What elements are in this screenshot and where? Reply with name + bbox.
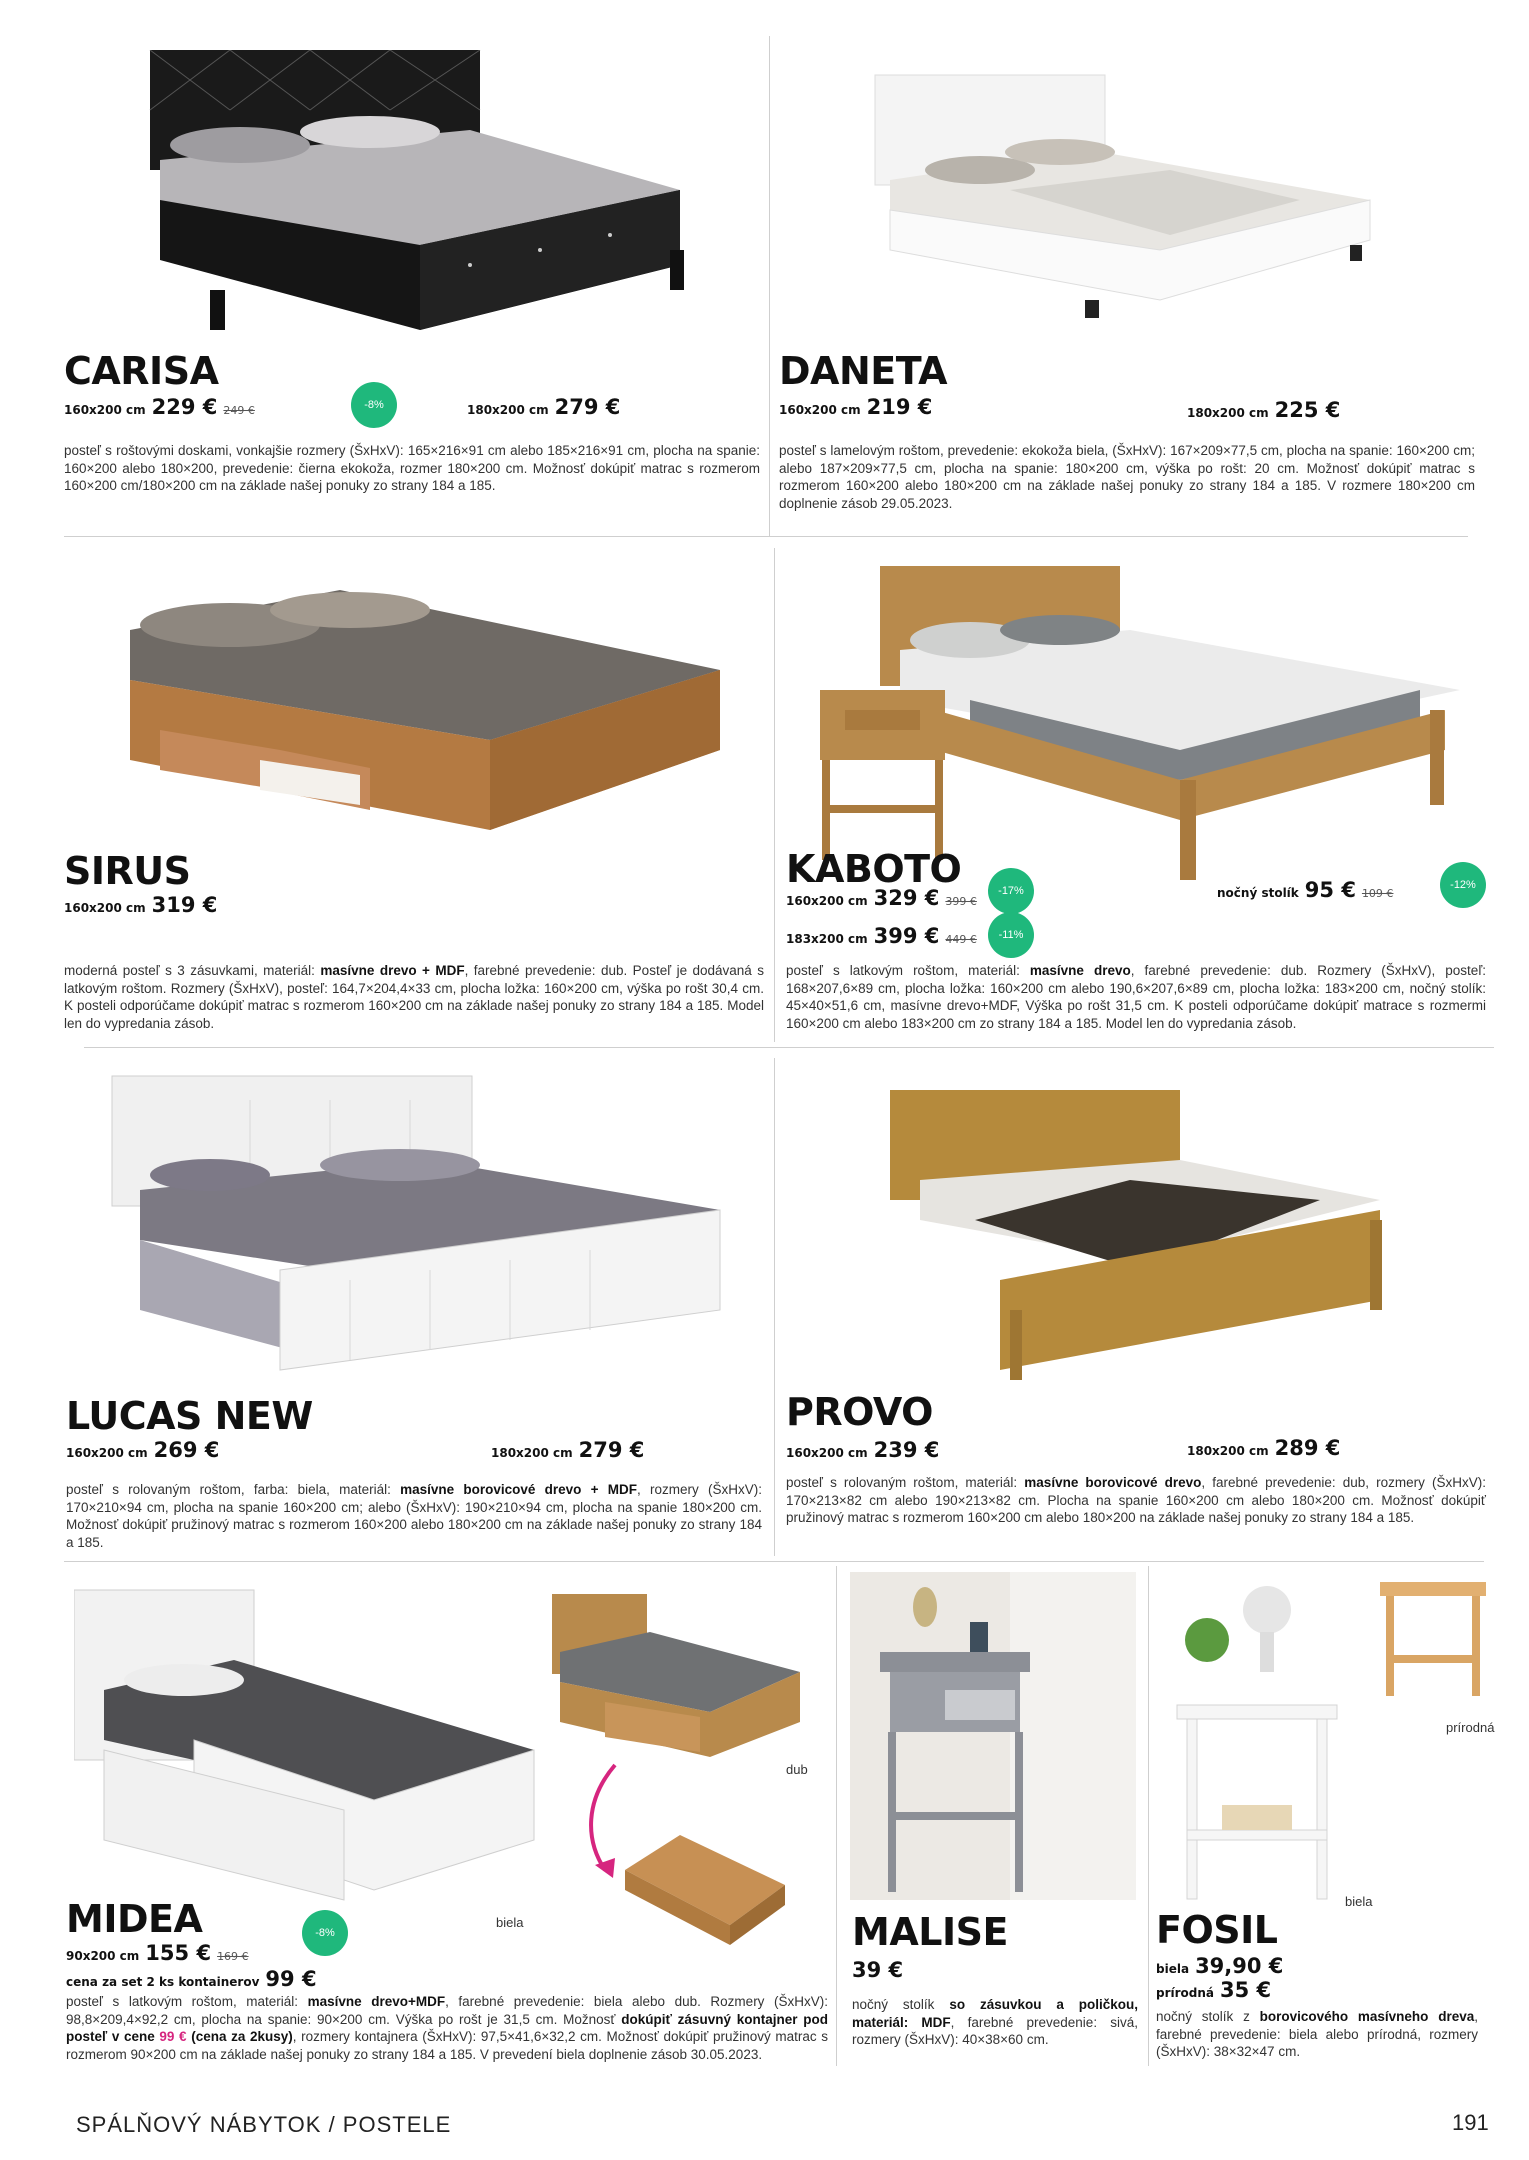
divider	[774, 548, 775, 1042]
lucas-new-price-160: 160x200 cm 269 €	[66, 1438, 220, 1462]
fosil-white-label: biela	[1345, 1894, 1373, 1909]
kaboto-nightstand-discount-badge: -12%	[1440, 862, 1486, 908]
divider	[774, 1058, 775, 1556]
divider	[64, 1561, 1484, 1562]
kaboto-title: KABOTO	[786, 847, 962, 891]
kaboto-nightstand-price: nočný stolík 95 € 109 €	[1217, 878, 1394, 902]
divider	[836, 1566, 837, 2066]
midea-title: MIDEA	[66, 1897, 203, 1941]
midea-oak-bed-image	[550, 1592, 810, 1762]
carisa-bed-image	[140, 50, 700, 340]
midea-oak-label: dub	[786, 1762, 808, 1777]
daneta-bed-image	[870, 70, 1390, 350]
provo-price-180: 180x200 cm 289 €	[1187, 1436, 1341, 1460]
daneta-price-180: 180x200 cm 225 €	[1187, 398, 1341, 422]
fosil-description: nočný stolík z borovicového masívneho dreva, farebné prevedenie: biela alebo prírodná, rozmery (ŠxHxV): 38×32×47 cm.	[1156, 2009, 1478, 2059]
midea-white-bed-image	[74, 1580, 544, 1910]
carisa-price-180: 180x200 cm 279 €	[467, 395, 621, 419]
daneta-title: DANETA	[779, 349, 948, 393]
lucas-new-description: posteľ s rolovaným roštom, farba: biela, materiál: masívne borovicové drevo + MDF, rozmery (ŠxHxV): 170×210×94 cm, plocha na spanie 160×200 cm; alebo (ŠxHxV): 190×210×94 cm, plocha na spanie 180×200 cm. Možnosť dokúpiť pružinový matrac s rozmerom 160×200 alebo 180×200 cm na základe našej ponuky zo strany 184 a 185.	[66, 1482, 762, 1550]
kaboto-bed-image	[800, 560, 1470, 880]
kaboto-price-160: 160x200 cm 329 € 399 €	[786, 886, 977, 910]
sirus-price-160: 160x200 cm 319 €	[64, 893, 218, 917]
sirus-description: moderná posteľ s 3 zásuvkami, materiál: masívne drevo + MDF, farebné prevedenie: dub. Posteľ je dodávaná s latkovým roštom. Rozmery (ŠxHxV), posteľ: 164,7×204,4×33 cm, plocha ložka: 160×200 cm, výška po rošt 30,4 cm. K posteli odporúčame dokúpiť matrac s rozmerom 160×200 cm na základe našej ponuky zo strany 184 a 185. Model len do vypredania zásob.	[64, 963, 764, 1031]
provo-price-160: 160x200 cm 239 €	[786, 1438, 940, 1462]
lucas-new-bed-image	[100, 1070, 740, 1390]
midea-price-90: 90x200 cm 155 € 169 €	[66, 1941, 249, 1965]
kaboto-price-183: 183x200 cm 399 € 449 €	[786, 924, 977, 948]
carisa-discount-badge: -8%	[351, 382, 397, 428]
malise-price: 39 €	[852, 1958, 904, 1982]
midea-drawer-image	[620, 1830, 790, 1950]
carisa-title: CARISA	[64, 349, 219, 393]
fosil-natural-nightstand-image	[1378, 1580, 1488, 1700]
provo-bed-image	[880, 1080, 1400, 1390]
kaboto-discount-badge-183: -11%	[988, 912, 1034, 958]
sirus-bed-image	[110, 570, 730, 860]
carisa-price-160: 160x200 cm 229 € 249 €	[64, 395, 255, 419]
midea-set-price: cena za set 2 ks kontainerov 99 €	[66, 1967, 317, 1991]
fosil-white-nightstand-image	[1172, 1580, 1342, 1910]
divider	[84, 1047, 1494, 1048]
fosil-price-white: biela 39,90 €	[1156, 1954, 1284, 1978]
daneta-description: posteľ s lamelovým roštom, prevedenie: ekokoža biela, (ŠxHxV): 167×209×77,5 cm, plocha na spanie: 160×200 cm; alebo 187×209×77,5 cm, plocha na spanie: 180×200 cm, výška po rošt: 20 cm. Možnosť dokúpiť matrac s rozmerom 160×200 alebo 180×200 cm na základe našej ponuky zo strany 184 a 185. V rozmere 180×200 cm doplnenie zásob 29.05.2023.	[779, 443, 1475, 511]
provo-description: posteľ s rolovaným roštom, materiál: masívne borovicové drevo, farebné prevedenie: dub, rozmery (ŠxHxV): 170×213×82 cm alebo 190×213×82 cm. Plocha na spanie 160×200 cm alebo 180×200 cm. Možnosť dokúpiť pružinový matrac s rozmerom 160×200 cm alebo 180×200 na základe našej ponuky zo strany 184 a 185.	[786, 1475, 1486, 1525]
midea-discount-badge: -8%	[302, 1910, 348, 1956]
fosil-price-natural: prírodná 35 €	[1156, 1978, 1272, 2002]
fosil-natural-label: prírodná	[1446, 1720, 1495, 1735]
midea-description: posteľ s latkovým roštom, materiál: masívne drevo+MDF, farebné prevedenie: biela alebo dub. Rozmery (ŠxHxV): 98,8×209,4×92,2 cm, plocha na spanie: 90×200 cm. Výška po rošt je 31,5 cm. Možnosť dokúpiť zásuvný kontajner pod posteľ v cene 99 € (cena za 2kusy), rozmery kontajnera (ŠxHxV): 97,5×41,6×32,2 cm. Možnosť dokúpiť pružinový matrac s rozmerom 90×200 cm na základe našej ponuky zo strany 184 a 185. V prevedení biela doplnenie zásob 30.05.2023.	[66, 1994, 829, 2062]
midea-white-label: biela	[496, 1915, 524, 1930]
malise-image	[850, 1572, 1136, 1900]
carisa-description: posteľ s roštovými doskami, vonkajšie rozmery (ŠxHxV): 165×216×91 cm alebo 185×216×91 cm, plocha na spanie: 160×200 alebo 180×200, prevedenie: čierna ekokoža, rozmer 180×200 cm. Možnosť dokúpiť matrac s rozmerom 160×200 cm/180×200 cm na základe našej ponuky zo strany 184 a 185.	[64, 443, 760, 493]
provo-title: PROVO	[786, 1390, 933, 1434]
divider	[1148, 1566, 1149, 2066]
lucas-new-title: LUCAS NEW	[66, 1394, 313, 1438]
divider	[64, 536, 1468, 537]
malise-description: nočný stolík so zásuvkou a poličkou, materiál: MDF, farebné prevedenie: sivá, rozmery (ŠxHxV): 40×38×60 cm.	[852, 1997, 1138, 2047]
lucas-new-price-180: 180x200 cm 279 €	[491, 1438, 645, 1462]
daneta-price-160: 160x200 cm 219 €	[779, 395, 933, 419]
divider	[769, 36, 770, 536]
page-number: 191	[1452, 2110, 1489, 2135]
fosil-title: FOSIL	[1156, 1908, 1278, 1952]
malise-title: MALISE	[852, 1910, 1008, 1954]
kaboto-discount-badge-160: -17%	[988, 868, 1034, 914]
kaboto-description: posteľ s latkovým roštom, materiál: masívne drevo, farebné prevedenie: dub. Rozmery (ŠxHxV), posteľ: 168×207,6×89 cm, plocha ložka: 160×200 cm alebo 190,6×207,6×89 cm, plocha ložka: 183×200 cm, nočný stolík: 45×40×51,6 cm, masívne drevo+MDF, Výška po rošt 31,5 cm. K posteli odporúčame dokúpiť matrace s rozmermi 160×200 cm alebo 183×200 cm zo strany 184 a 185. Model len do vypredania zásob.	[786, 963, 1487, 1031]
sirus-title: SIRUS	[64, 849, 191, 893]
footer-section-title: SPÁLŇOVÝ NÁBYTOK / POSTELE	[76, 2112, 452, 2137]
